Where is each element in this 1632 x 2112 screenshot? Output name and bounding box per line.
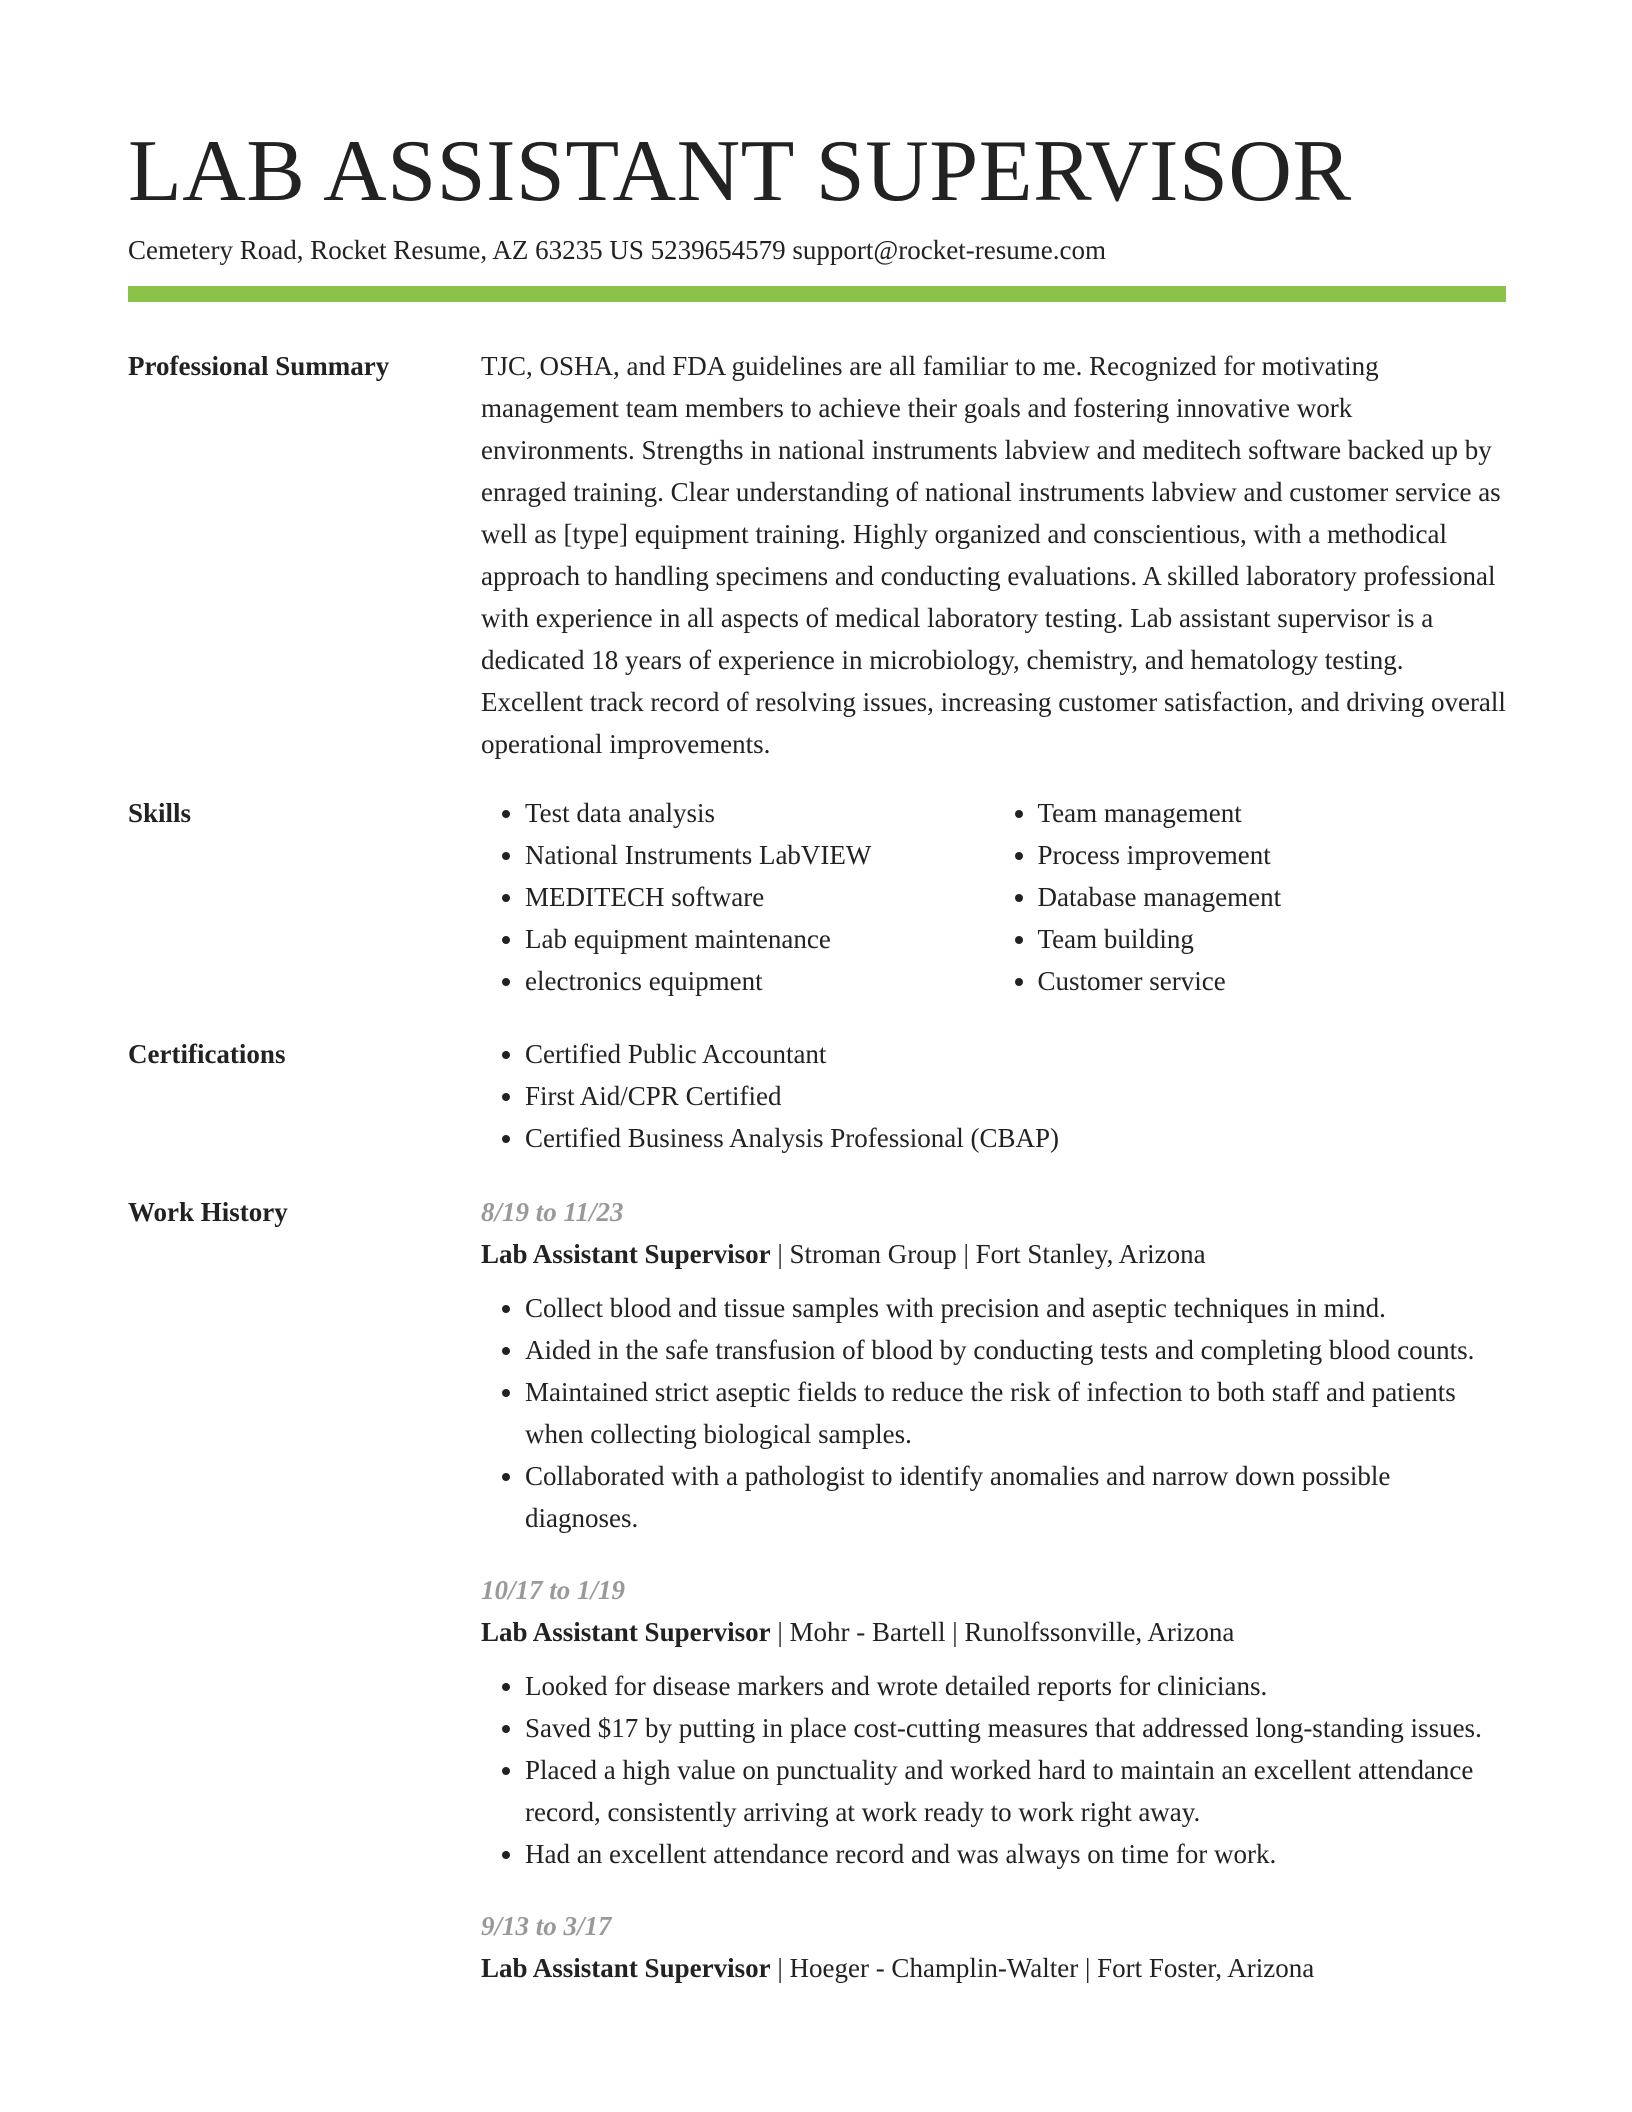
job-employer: | Stroman Group | Fort Stanley, Arizona [770, 1239, 1206, 1269]
skills-list-left [481, 792, 994, 1002]
skill-item: • Team building [1038, 918, 1507, 960]
resume-title: LAB ASSISTANT SUPERVISOR [128, 123, 1352, 220]
skill-item: • Test data analysis [525, 792, 994, 834]
job-title-line [481, 1233, 1506, 1275]
job-bullets [481, 1665, 1506, 1875]
certification-item: • First Aid/CPR Certified [525, 1075, 1506, 1117]
job-bullet: • Placed a high value on punctuality and worked hard to maintain an excellent attendance record, consistently arriving at work ready to work right away. [525, 1749, 1506, 1833]
job-entry [481, 1905, 1506, 1989]
summary-text: TJC, OSHA, and FDA guidelines are all familiar to me. Recognized for motivating management team members to achieve their goals and fostering innovative work environments. Strengths in national instruments labview and meditech software backed up by enraged training. Clear understanding of national instruments labview and customer service as well as [type] equipment training. Highly organized and conscientious, with a methodical approach to handling specimens and conducting evaluations. A skilled laboratory professional with experience in all aspects of medical laboratory testing. Lab assistant supervisor is a dedicated 18 years of experience in microbiology, chemistry, and hematology testing. Excellent track record of resolving issues, increasing customer satisfaction, and driving overall operational improvements. [481, 351, 1506, 759]
skills-list-right [994, 792, 1507, 1002]
job-bullet: • Saved $17 by putting in place cost-cutting measures that addressed long-standing issues. [525, 1707, 1506, 1749]
certifications-list [481, 1033, 1506, 1159]
skill-item: • MEDITECH software [525, 876, 994, 918]
contact-info: Cemetery Road, Rocket Resume, AZ 63235 US 5239654579 support@rocket-resume.com [128, 235, 1106, 265]
job-employer: | Hoeger - Champlin-Walter | Fort Foster, Arizona [770, 1953, 1315, 1983]
skill-item: • Database management [1038, 876, 1507, 918]
job-role: Lab Assistant Supervisor [481, 1239, 771, 1269]
skill-item: • Team management [1038, 792, 1507, 834]
job-title-line [481, 1947, 1506, 1989]
skill-item: • Customer service [1038, 960, 1507, 1002]
job-bullet: • Aided in the safe transfusion of blood by conducting tests and completing blood counts. [525, 1329, 1506, 1371]
job-entry [481, 1569, 1506, 1875]
job-bullets [481, 1287, 1506, 1539]
job-title-line [481, 1611, 1506, 1653]
job-bullet: • Had an excellent attendance record and was always on time for work. [525, 1833, 1506, 1875]
accent-divider [128, 286, 1506, 302]
certification-item: • Certified Business Analysis Professional (CBAP) [525, 1117, 1506, 1159]
job-bullet: • Maintained strict aseptic fields to reduce the risk of infection to both staff and patients when collecting biological samples. [525, 1371, 1506, 1455]
job-dates: 9/13 to 3/17 [481, 1911, 612, 1941]
job-bullet: • Looked for disease markers and wrote detailed reports for clinicians. [525, 1665, 1506, 1707]
job-entry [481, 1191, 1506, 1539]
work-history-heading: Work History [128, 1197, 288, 1227]
skill-item: • Lab equipment maintenance [525, 918, 994, 960]
certification-item: • Certified Public Accountant [525, 1033, 1506, 1075]
certifications-heading: Certifications [128, 1039, 286, 1069]
job-role: Lab Assistant Supervisor [481, 1617, 771, 1647]
job-bullet: • Collect blood and tissue samples with precision and aseptic techniques in mind. [525, 1287, 1506, 1329]
job-role: Lab Assistant Supervisor [481, 1953, 771, 1983]
skills-heading: Skills [128, 798, 192, 828]
job-dates: 10/17 to 1/19 [481, 1575, 626, 1605]
skill-item: • electronics equipment [525, 960, 994, 1002]
job-dates: 8/19 to 11/23 [481, 1197, 624, 1227]
skill-item: • Process improvement [1038, 834, 1507, 876]
summary-heading: Professional Summary [128, 351, 390, 381]
job-employer: | Mohr - Bartell | Runolfssonville, Arizona [770, 1617, 1235, 1647]
job-bullet: • Collaborated with a pathologist to identify anomalies and narrow down possible diagnoses. [525, 1455, 1506, 1539]
skill-item: • National Instruments LabVIEW [525, 834, 994, 876]
